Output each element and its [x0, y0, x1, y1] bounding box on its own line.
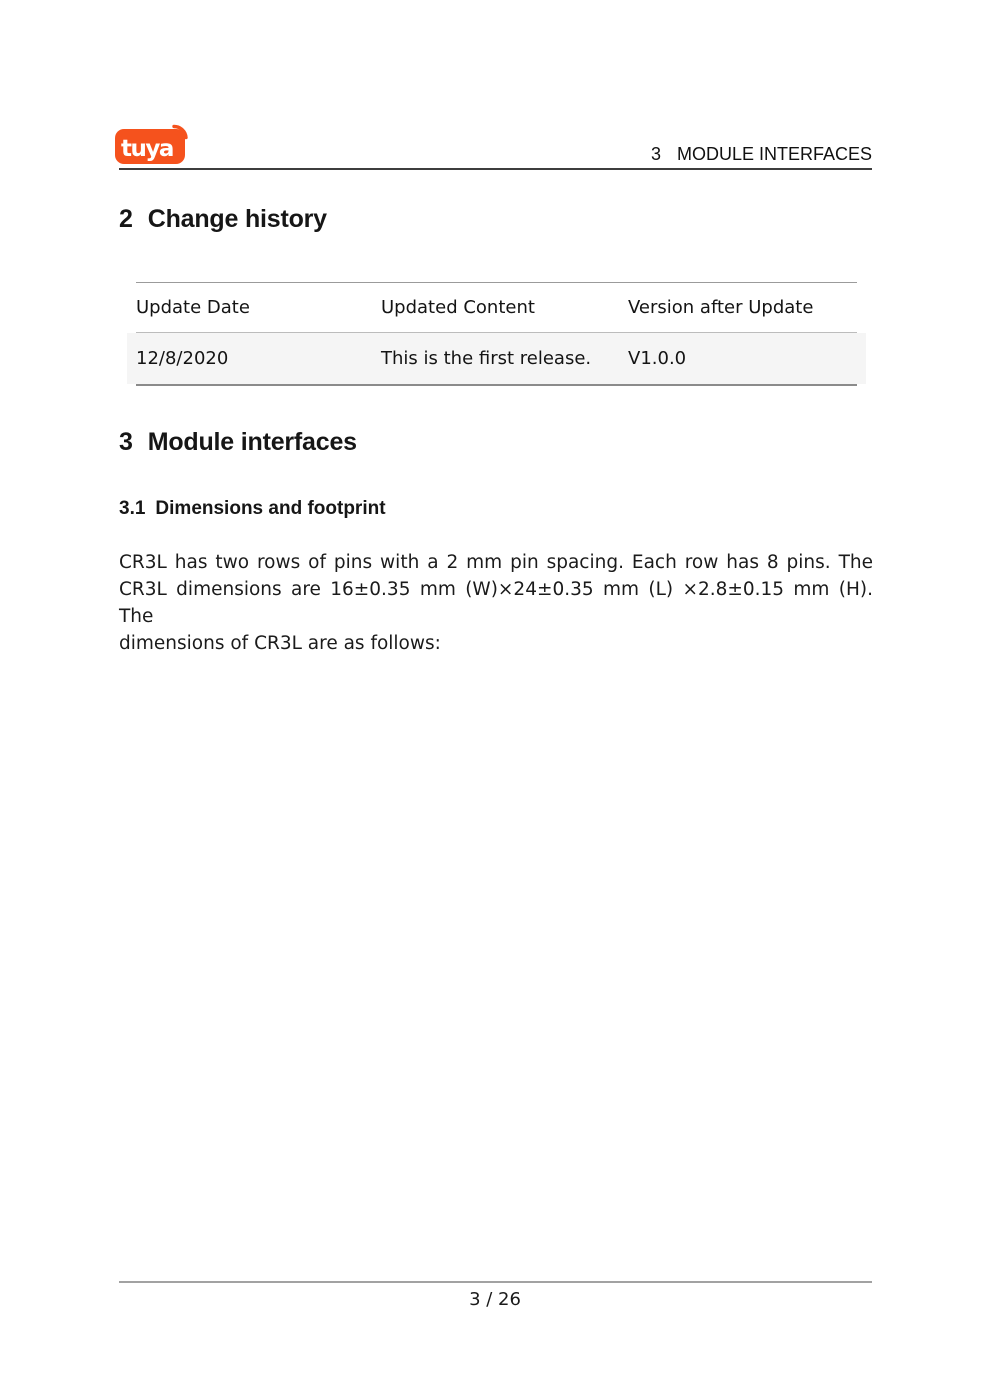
- heading-title: Dimensions and footprint: [155, 498, 386, 519]
- table-row: [127, 333, 866, 384]
- heading-change-history: [119, 205, 327, 234]
- cell-updated-content: This is the first release.: [381, 348, 592, 369]
- running-header-section-title: MODULE INTERFACES: [676, 144, 872, 164]
- heading-number: 3.1: [119, 498, 146, 519]
- header-rule: [119, 168, 872, 170]
- column-header-update-date: Update Date: [136, 297, 250, 318]
- heading-number: 2: [119, 205, 133, 233]
- body-paragraph: [119, 549, 873, 657]
- page-number: 3 / 26: [469, 1289, 521, 1310]
- column-header-updated-content: Updated Content: [381, 297, 535, 318]
- heading-title: Change history: [147, 205, 327, 233]
- paragraph-line: CR3L has two rows of pins with a 2 mm pin spacing. Each row has 8 pins. The: [119, 552, 873, 573]
- footer-rule: [119, 1281, 872, 1283]
- change-history-table: [127, 282, 866, 386]
- heading-module-interfaces: [119, 428, 357, 457]
- cell-update-date: 12/8/2020: [136, 348, 229, 369]
- cell-version-after-update: V1.0.0: [628, 348, 687, 369]
- paragraph-line: dimensions of CR3L are as follows:: [119, 633, 441, 654]
- heading-dimensions-footprint: [119, 498, 386, 520]
- table-bottom-rule: [136, 384, 857, 386]
- running-header-section-number: 3: [650, 144, 661, 164]
- heading-number: 3: [119, 428, 133, 456]
- tuya-logo: [114, 122, 198, 166]
- column-header-version-after-update: Version after Update: [628, 297, 814, 318]
- paragraph-line: CR3L dimensions are 16±0.35 mm (W)×24±0.35 mm (L) ×2.8±0.15 mm (H). The: [119, 579, 873, 627]
- running-header: [651, 144, 872, 165]
- heading-title: Module interfaces: [147, 428, 357, 456]
- table-header-row: [127, 283, 866, 332]
- logo-wordmark: tuya: [121, 136, 173, 162]
